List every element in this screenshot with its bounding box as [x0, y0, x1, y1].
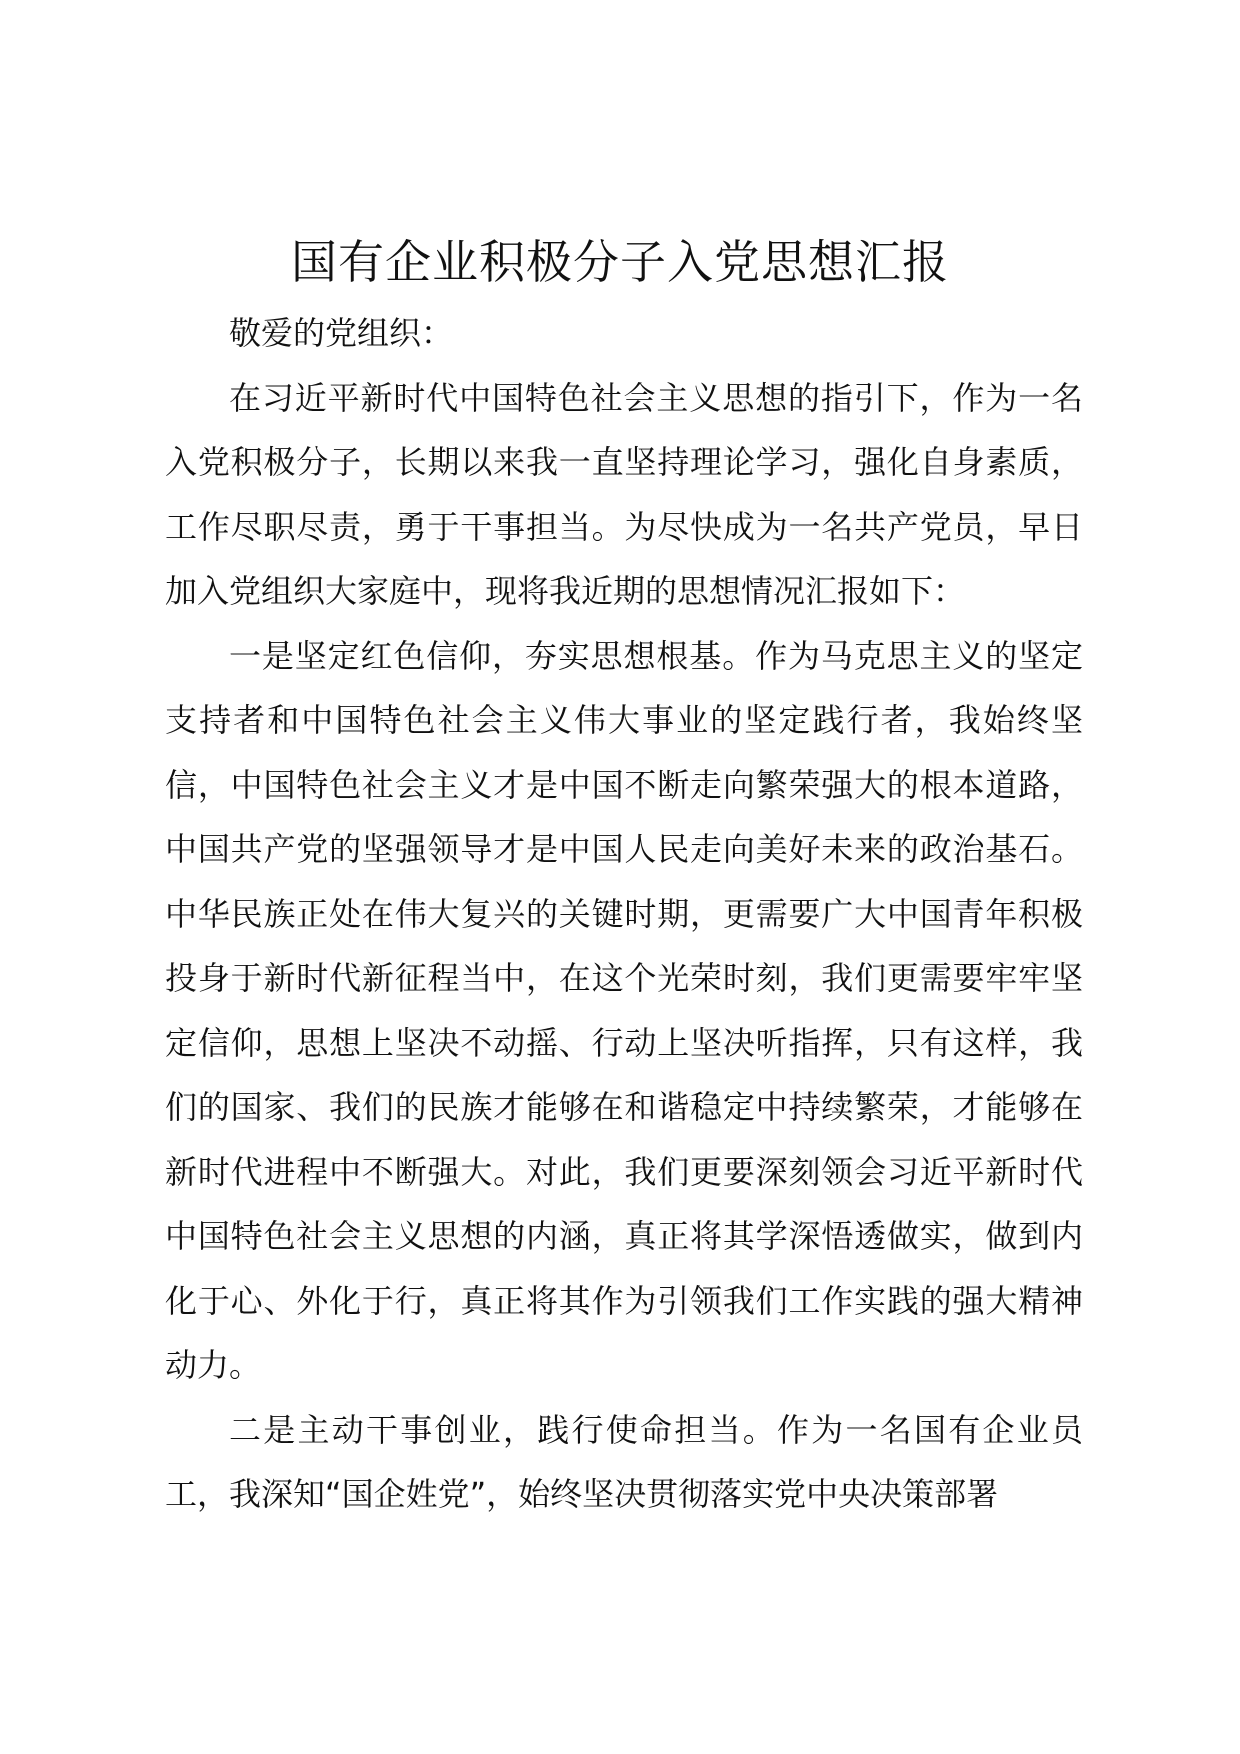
document-body	[165, 301, 1083, 1527]
paragraph-point-one: 一是坚定红色信仰，夯实思想根基。作为马克思主义的坚定支持者和中国特色社会主义伟大事业的坚定践行者，我始终坚信，中国特色社会主义才是中国不断走向繁荣强大的根本道路，中国共产党的坚强领导才是中国人民走向美好未来的政治基石。中华民族正处在伟大复兴的关键时期，更需要广大中国青年积极投身于新时代新征程当中，在这个光荣时刻，我们更需要牢牢坚定信仰，思想上坚决不动摇、行动上坚决听指挥，只有这样，我们的国家、我们的民族才能够在和谐稳定中持续繁荣，才能够在新时代进程中不断强大。对此，我们更要深刻领会习近平新时代中国特色社会主义思想的内涵，真正将其学深悟透做实，做到内化于心、外化于行，真正将其作为引领我们工作实践的强大精神动力。	[165, 636, 1083, 1384]
paragraph-intro: 在习近平新时代中国特色社会主义思想的指引下，作为一名入党积极分子，长期以来我一直坚持理论学习，强化自身素质，工作尽职尽责，勇于干事担当。为尽快成为一名共产党员，早日加入党组织大家庭中，现将我近期的思想情况汇报如下：	[165, 378, 1083, 610]
salutation: 敬爱的党组织：	[229, 314, 454, 352]
document-title: 国有企业积极分子入党思想汇报	[291, 235, 949, 289]
paragraph-point-two: 二是主动干事创业，践行使命担当。作为一名国有企业员工，我深知“国企姓党”，始终坚决贯彻落实党中央决策部署	[165, 1410, 1083, 1513]
